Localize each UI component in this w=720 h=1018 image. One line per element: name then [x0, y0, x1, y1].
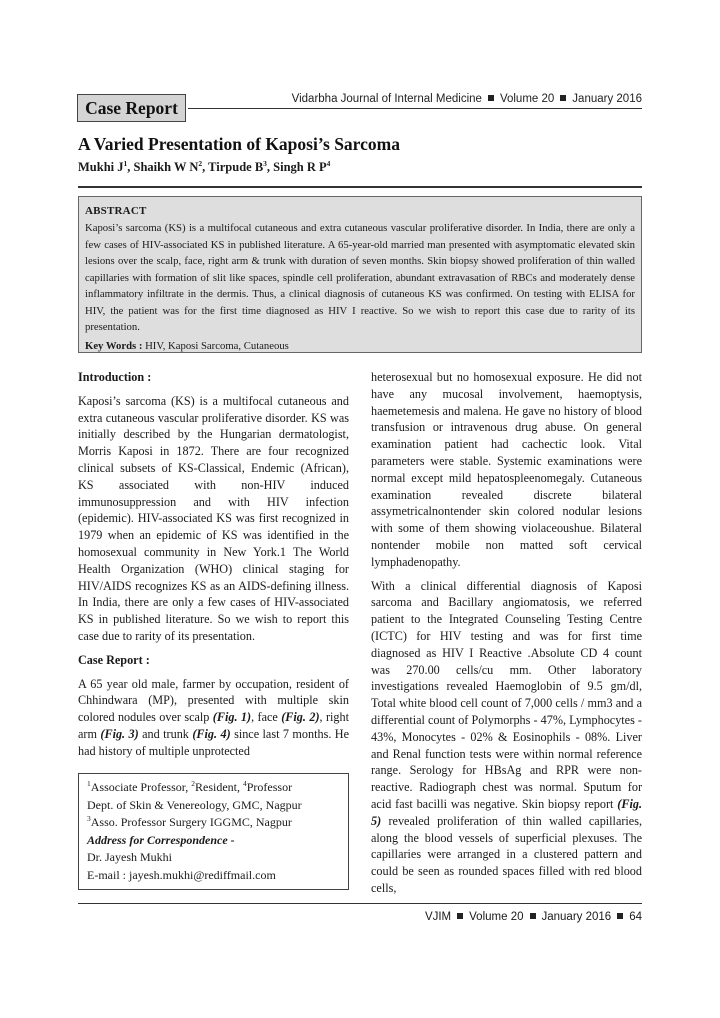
case-report-text: A 65 year old male, farmer by occupation, resident of Chhindwara (MP), presented with multiple skin colored nodules over scalp (Fig. 1), face (Fig. 2), right arm (Fig. 3) and trunk (Fig. 4) since last 7 months. He had history of multiple unprotected [78, 676, 350, 758]
affiliation-line: $^3$Asso. Professor Surgery IGGMC, Nagpur [87, 814, 292, 829]
figure-ref: (Fig. 2) [281, 710, 320, 725]
author: Tirpude B [208, 160, 264, 174]
journal-volume: Volume 20 [499, 93, 555, 105]
abstract-text: Kaposi’s sarcoma (KS) is a multifocal cutaneous and extra cutaneous vascular proliferative disorder. In India, there are only a few cases of HIV-associated KS in published literature. A 65-year-old married man presented with asymptomatic elevated skin lesions over the scalp, face, right arm & trunk with duration of seven months. Skin biopsy showed proliferation of thin walled capillaries with formation of slit like spaces, spindle cell proliferation, abundant extravasation of RBCs and moderately dense inflammatory infiltrate in the dermis. Thus, a clinical diagnosis of cutaneous KS was confirmed. On testing with ELISA for HIV, the patient was for the first time diagnosed as HIV I reactive. So we wish to report this case due to rarity of its presentation. [85, 222, 635, 333]
figure-ref: (Fig. 4) [192, 726, 231, 741]
square-bullet-icon [530, 913, 536, 919]
section-badge: Case Report [77, 94, 186, 122]
affiliation-line: Dept. of Skin & Venereology, GMC, Nagpur [87, 797, 302, 812]
keywords [85, 340, 635, 352]
introduction-heading: Introduction : [78, 370, 152, 384]
case-report-text: heterosexual but no homosexual exposure. He did not have any mucosal involvement, haemoptysis, haemetemesis and malena. He gave no history of blood transfusion or intravenous drug abuse. On general examination patient had cachectic look. Vital parameters were stable. Systemic examinations were normal except mild hepatospleenomegaly. Cutaneous examination revealed discrete bilateral assymetricalnontender skin colored nodular lesions with some of them showing violaceoushue. Bilateral nontender mobile non matted soft cervical lymphadenopathy. [371, 370, 642, 569]
running-header [250, 93, 642, 105]
journal-date: January 2016 [572, 93, 642, 105]
footer-journal: VJIM [424, 911, 452, 923]
author-affiliation: 1 [123, 158, 128, 168]
introduction-text: Kaposi’s sarcoma (KS) is a multifocal cutaneous and extra cutaneous vascular proliferative disorder. KS was initially described by the Hungarian dermatologist, Morris Kaposi in 1872. There are four recognized clinical subsets of KS-Classical, Endemic (African), KS associated with non-HIV induced immunosuppression and with HIV infection (epidemic). HIV-associated KS was first recognized in 1979 when an epidemic of KS was identified in the homosexual community in New York.1 The World Health Organization (WHO) clinical staging for HIV/AIDS recognizes KS as an AIDS-defining illness. In India, there are only a few cases of HIV-associated KS in published literature. So we wish to report this case due to rarity of its presentation. [78, 393, 349, 643]
correspondence-name: Dr. Jayesh Mukhi [87, 850, 172, 864]
figure-ref: (Fig. 1) [212, 710, 252, 725]
case-report-heading: Case Report : [78, 652, 150, 667]
left-column [78, 369, 349, 767]
correspondence-heading: Address for Correspondence - [87, 832, 235, 847]
square-bullet-icon [488, 95, 494, 101]
author-list: Mukhi $J^1$, Shaikh W $N^2$, Tirpude $B^3$, Singh R $P^4$ [78, 158, 331, 174]
author-affiliation: 2 [198, 158, 203, 168]
journal-name: Vidarbha Journal of Internal Medicine [291, 93, 482, 105]
author: Shaikh W N [133, 160, 199, 174]
square-bullet-icon [617, 913, 623, 919]
running-footer [330, 911, 642, 923]
right-column [371, 369, 642, 904]
affiliation-line: $^1$Associate Professor, $^2$Resident, $^4$Professor [87, 779, 293, 794]
header-divider [188, 108, 642, 109]
abstract-heading: ABSTRACT [85, 205, 147, 217]
affiliation-box [78, 773, 349, 890]
author-affiliation: 4 [326, 158, 331, 168]
footer-volume: Volume 20 [469, 911, 524, 923]
footer-divider [78, 903, 642, 904]
case-report-text: With a clinical differential diagnosis of Kaposi sarcoma and Bacillary angiomatosis, we referred patient to the Integrated Counseling Testing Centre (ICTC) for HIV testing and was for first time diagnosed as HIV I Reactive .Absolute CD 4 count was 270.00 cells/cu mm. Other laboratory investigations revealed Haemoglobin of 9.5 gm/dl, Total white blood cell count of 7,000 cells / mm3 and a differential count of Polymorphs - 47%, Lymphocytes - 43%, Monocytes - 02% & Eosinophils - 08%. Liver and Renal function tests were within normal reference range. Serology for HBsAg and RPR were non-reactive. Radiograph chest was normal. Sputum for acid fast bacilli was negative. Skin biopsy report (Fig. 5) revealed proliferation of thin walled capillaries, along the blood vessels of superficial plexuses. The capillaries were arranged in a clustered pattern and could be seen as rounded spaces filled with red blood cells, [371, 578, 642, 895]
abstract-box [78, 196, 642, 353]
page-number: 64 [629, 911, 642, 923]
square-bullet-icon [457, 913, 463, 919]
keywords-value: HIV, Kaposi Sarcoma, Cutaneous [145, 339, 289, 352]
author: Mukhi J [78, 160, 124, 174]
footer-date: January 2016 [541, 911, 612, 923]
title-divider [78, 186, 642, 188]
keywords-label: Key Words : [85, 339, 143, 352]
article-title: A Varied Presentation of Kaposi’s Sarcoma [78, 134, 400, 154]
correspondence-email: E-mail : jayesh.mukhi@rediffmail.com [87, 867, 276, 882]
author: Singh R P [273, 160, 327, 174]
figure-ref: (Fig. 3) [100, 726, 139, 741]
square-bullet-icon [560, 95, 566, 101]
author-affiliation: 3 [263, 158, 267, 168]
figure-ref: (Fig. 5) [371, 796, 642, 828]
